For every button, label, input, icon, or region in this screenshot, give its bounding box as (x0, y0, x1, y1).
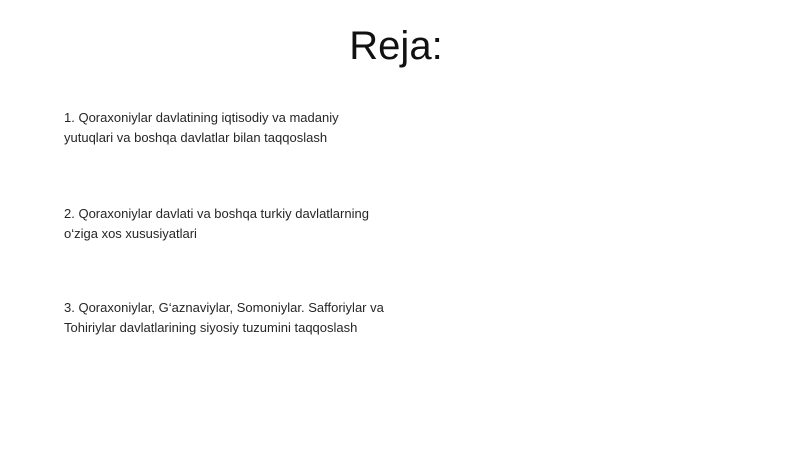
plan-item-3: 3. Qoraxoniylar, G‘aznaviylar, Somoniylar. Safforiylar va Tohiriylar davlatlarining siyosiy tuzumini taqqoslash (64, 300, 384, 335)
plan-item-1: 1. Qoraxoniylar davlatining iqtisodiy va madaniy yutuqlari va boshqa davlatlar bilan taqqoslash (64, 110, 339, 145)
slide-title: Reja: (349, 24, 443, 68)
plan-item-2: 2. Qoraxoniylar davlati va boshqa turkiy davlatlarning o‘ziga xos xususiyatlari (64, 206, 369, 241)
